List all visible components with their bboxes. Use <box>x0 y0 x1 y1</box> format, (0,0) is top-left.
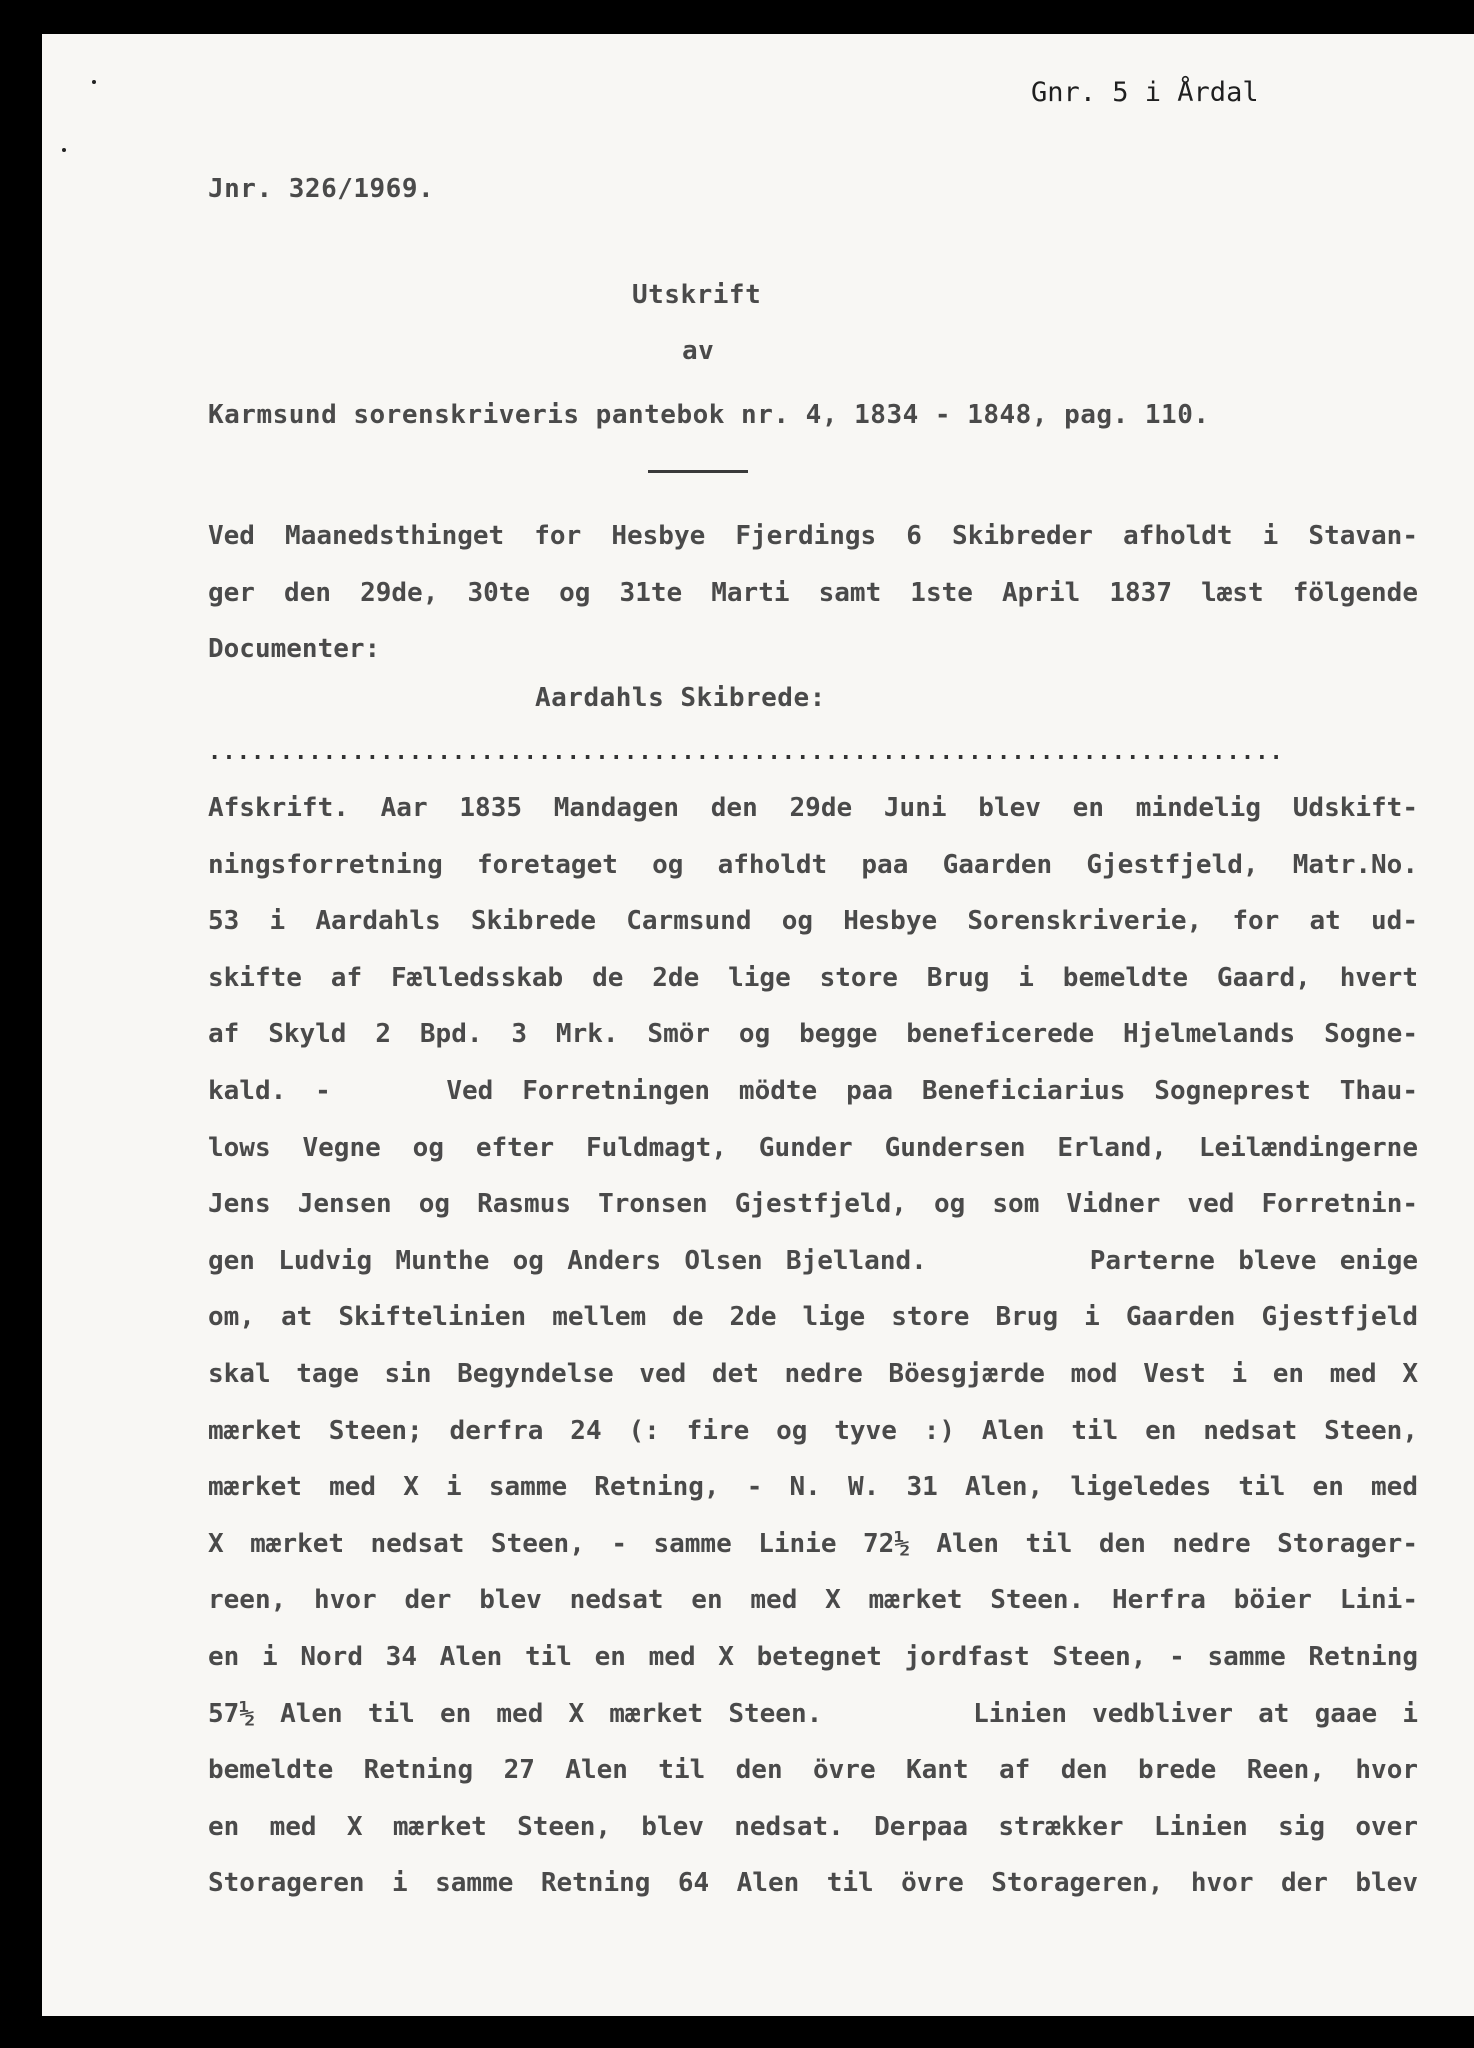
text-line: reen, hvor der blev nedsat en med X mærket Steen. Herfra böier Lini- <box>208 1585 1418 1616</box>
body-text <box>208 780 1418 1912</box>
text-line: kald. - Ved Forretningen mödte paa Beneficiarius Sogneprest Thau- <box>208 1075 1418 1106</box>
text-line: X mærket nedsat Steen, - samme Linie 72½ Alen til den nedre Storager- <box>208 1528 1418 1559</box>
text-line: skifte af Fælledsskab de 2de lige store Brug i bemeldte Gaard, hvert <box>208 962 1418 993</box>
title-divider <box>648 470 748 473</box>
intro-paragraph <box>208 508 1418 678</box>
text-line: en med X mærket Steen, blev nedsat. Derpaa strækker Linien sig over <box>208 1811 1418 1842</box>
text-line: om, at Skiftelinien mellem de 2de lige store Brug i Gaarden Gjestfjeld <box>208 1302 1418 1333</box>
text-line: Jens Jensen og Rasmus Tronsen Gjestfjeld, og som Vidner ved Forretnin- <box>208 1189 1418 1220</box>
ink-mark <box>92 80 96 84</box>
property-reference: Gnr. 5 i Årdal <box>1031 77 1259 108</box>
section-heading: Aardahls Skibrede: <box>535 683 826 713</box>
dotted-separator: ........................................................................... <box>208 740 1284 765</box>
text-line: mærket med X i samme Retning, - N. W. 31 Alen, ligeledes til en med <box>208 1472 1418 1503</box>
text-line: skal tage sin Begyndelse ved det nedre Böesgjærde mod Vest i en med X <box>208 1358 1418 1389</box>
text-line: Afskrift. Aar 1835 Mandagen den 29de Juni blev en mindelig Udskift- <box>208 793 1418 823</box>
text-line: bemeldte Retning 27 Alen til den övre Kant af den brede Reen, hvor <box>208 1755 1418 1786</box>
journal-number: Jnr. 326/1969. <box>208 174 435 204</box>
text-line: Storageren i samme Retning 64 Alen til övre Storageren, hvor der blev <box>208 1868 1418 1899</box>
text-line: en i Nord 34 Alen til en med X betegnet jordfast Steen, - samme Retning <box>208 1641 1418 1672</box>
title-line-3: Karmsund sorenskriveris pantebok nr. 4, 1834 - 1848, pag. 110. <box>208 400 1210 430</box>
text-line: Documenter: <box>208 634 381 665</box>
text-line: 57½ Alen til en med X mærket Steen. Linien vedbliver at gaae i <box>208 1698 1418 1729</box>
text-line: Ved Maanedsthinget for Hesbye Fjerdings 6 Skibreder afholdt i Stavan- <box>208 521 1418 551</box>
text-line: af Skyld 2 Bpd. 3 Mrk. Smör og begge beneficerede Hjelmelands Sogne- <box>208 1019 1418 1050</box>
text-line: ningsforretning foretaget og afholdt paa Gaarden Gjestfjeld, Matr.No. <box>208 849 1418 880</box>
text-line: mærket Steen; derfra 24 (: fire og tyve :) Alen til en nedsat Steen, <box>208 1415 1418 1446</box>
ink-mark <box>62 148 66 152</box>
title-line-2: av <box>682 336 715 366</box>
text-line: lows Vegne og efter Fuldmagt, Gunder Gundersen Erland, Leilændingerne <box>208 1132 1418 1163</box>
text-line: ger den 29de, 30te og 31te Marti samt 1ste April 1837 læst fölgende <box>208 577 1418 608</box>
text-line: 53 i Aardahls Skibrede Carmsund og Hesbye Sorenskriverie, for at ud- <box>208 906 1418 937</box>
title-line-1: Utskrift <box>632 280 762 310</box>
text-line: gen Ludvig Munthe og Anders Olsen Bjelland. Parterne bleve enige <box>208 1245 1418 1276</box>
